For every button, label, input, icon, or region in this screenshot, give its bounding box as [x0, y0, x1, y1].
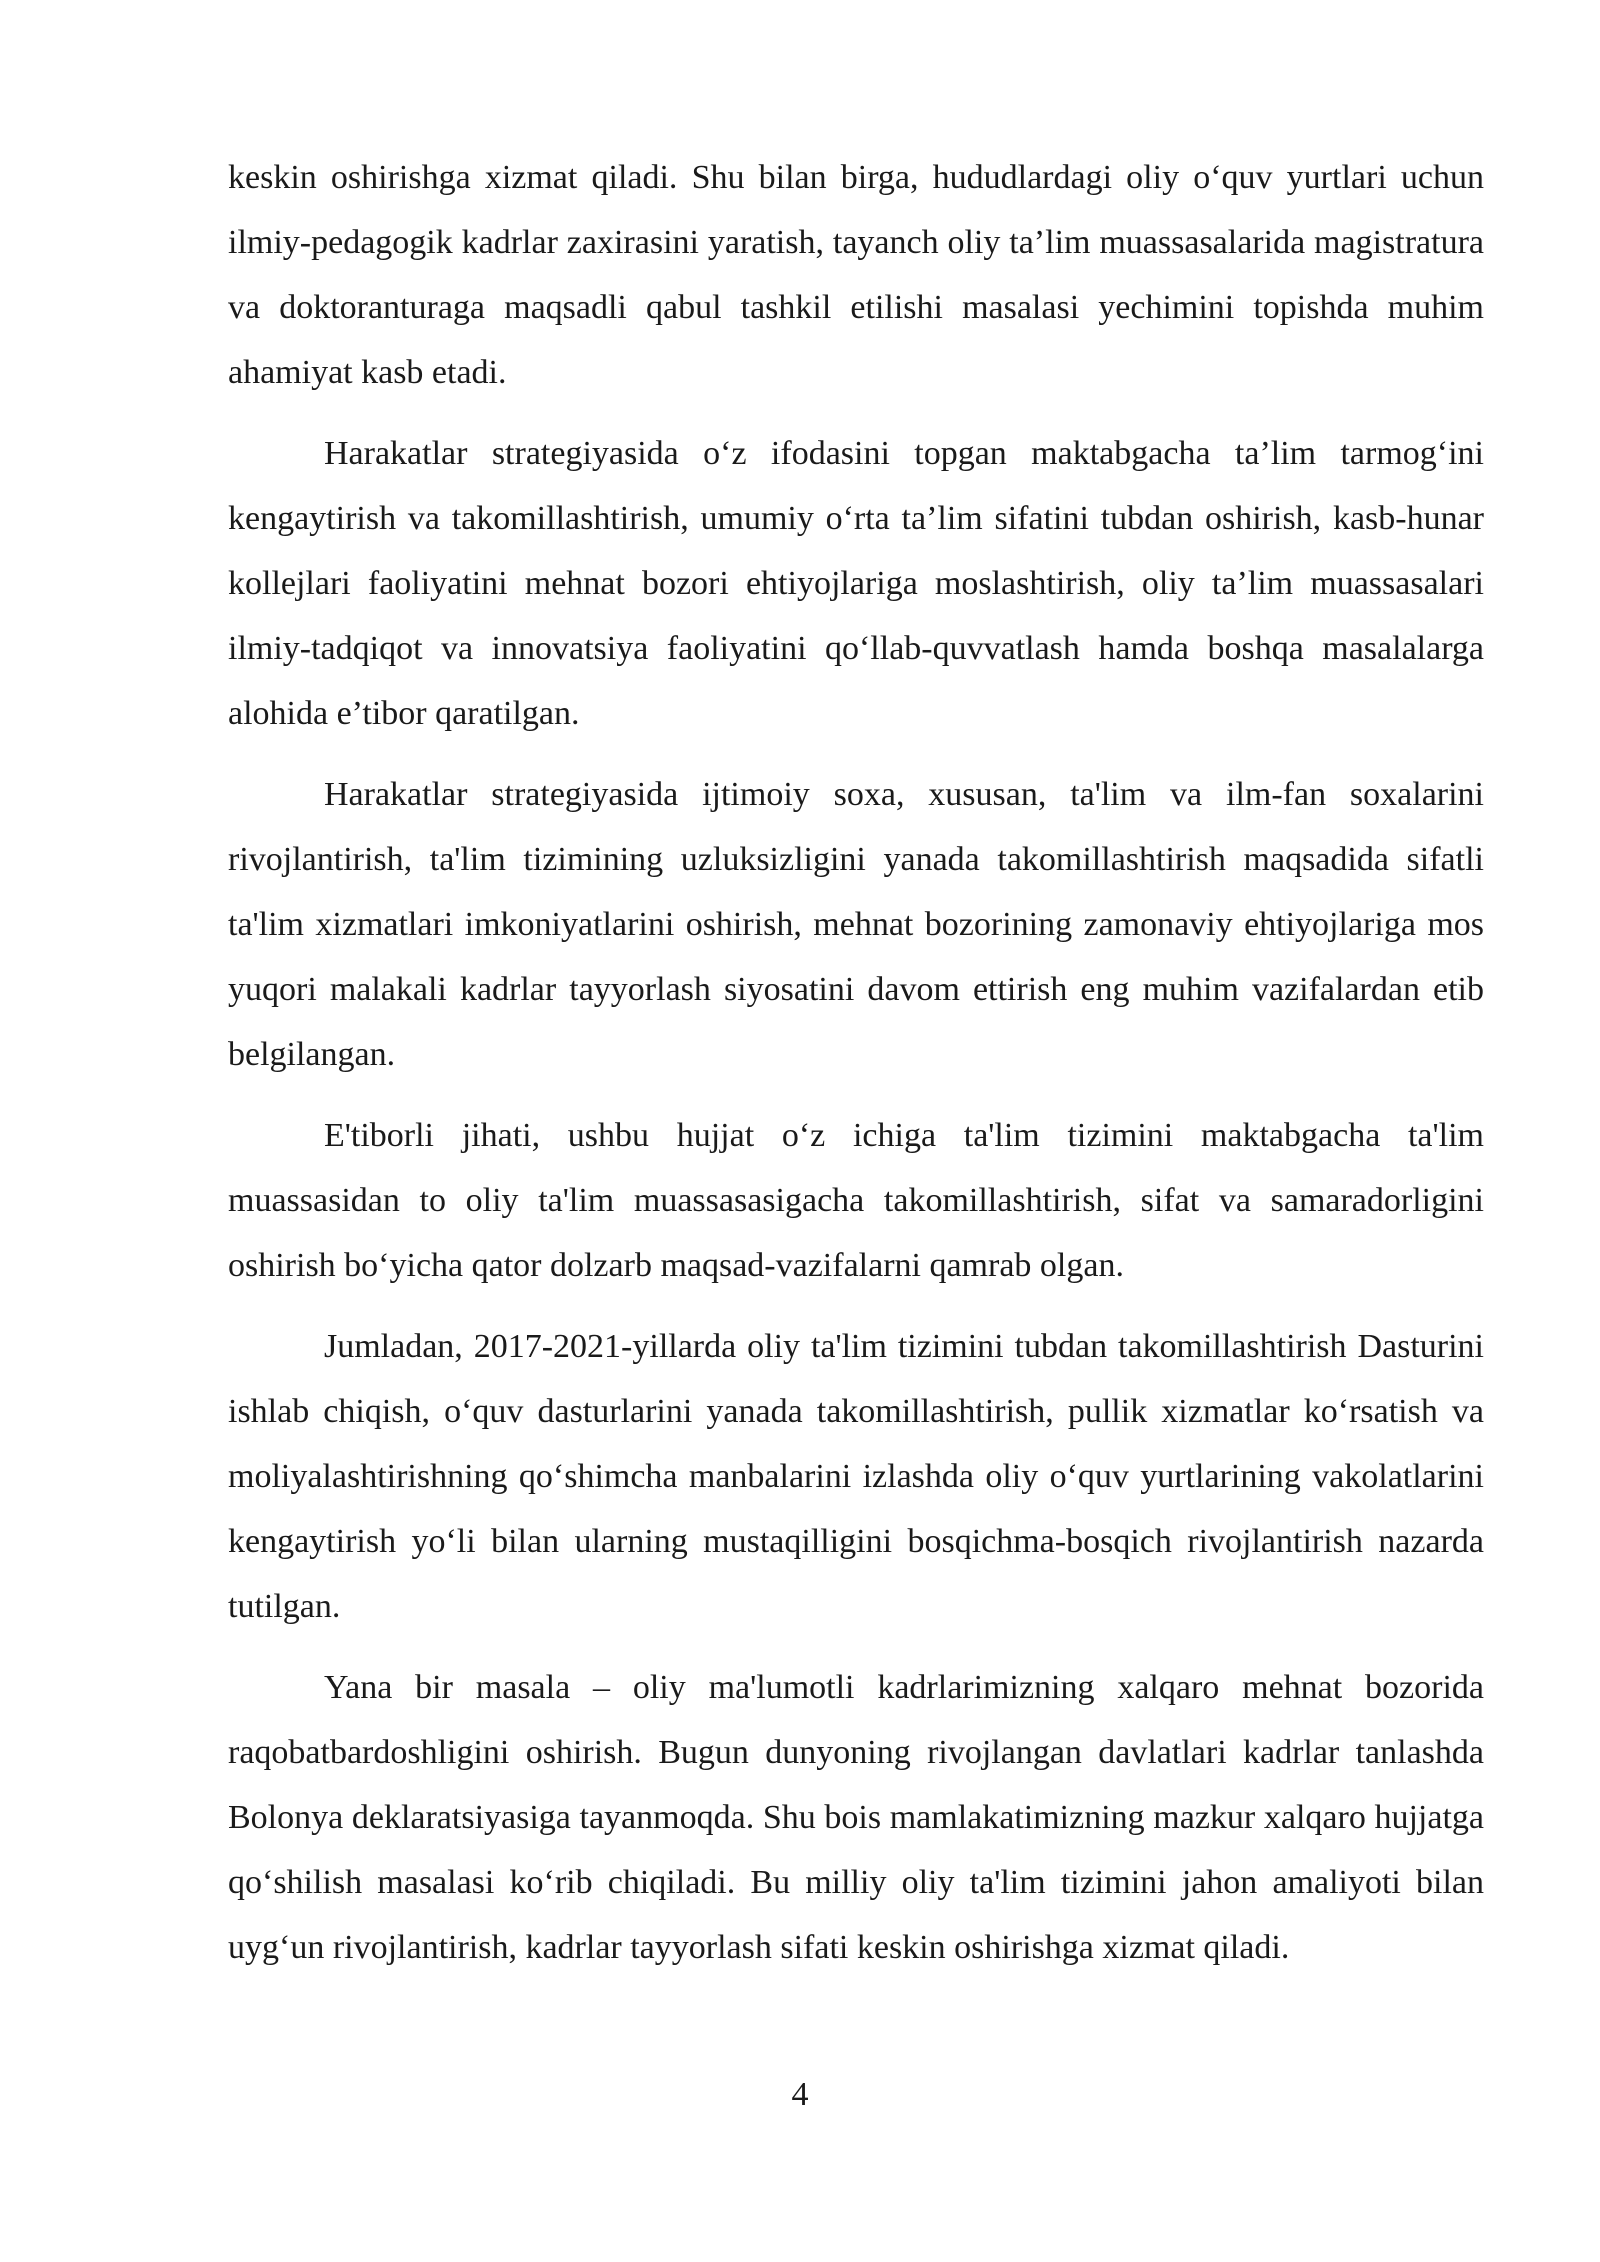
paragraph: E'tiborli jihati, ushbu hujjat o‘z ichiga ta'lim tizimini maktabgacha ta'lim muassasidan to oliy ta'lim muassasasigacha takomillashtirish, sifat va samaradorligini oshirish bo‘yicha qator dolzarb maqsad-vazifalarni qamrab olgan. [228, 1117, 1484, 1284]
page-number: 4 [791, 2076, 809, 2113]
paragraph: Jumladan, 2017-2021-yillarda oliy ta'lim tizimini tubdan takomillashtirish Dasturini ishlab chiqish, o‘quv dasturlarini yanada takomillashtirish, pullik xizmatlar ko‘rsatish va moliyalashtirishning qo‘shimcha manbalarini izlashda oliy o‘quv yurtlarining vakolatlarini kengaytirish yo‘li bilan ularning mustaqilligini bosqichma-bosqich rivojlantirish nazarda tutilgan. [228, 1328, 1484, 1625]
paragraph: Yana bir masala – oliy ma'lumotli kadrlarimizning xalqaro mehnat bozorida raqobatbardoshligini oshirish. Bugun dunyoning rivojlangan davlatlari kadrlar tanlashda Bolonya deklaratsiyasiga tayanmoqda. Shu bois mamlakatimizning mazkur xalqaro hujjatga qo‘shilish masalasi ko‘rib chiqiladi. Bu milliy oliy ta'lim tizimini jahon amaliyoti bilan uyg‘un rivojlantirish, kadrlar tayyorlash sifati keskin oshirishga xizmat qiladi. [228, 1669, 1484, 1966]
paragraph: Harakatlar strategiyasida ijtimoiy soxa, xususan, ta'lim va ilm-fan soxalarini rivojlantirish, ta'lim tizimining uzluksizligini yanada takomillashtirish maqsadida sifatli ta'lim xizmatlari imkoniyatlarini oshirish, mehnat bozorining zamonaviy ehtiyojlariga mos yuqori malakali kadrlar tayyorlash siyosatini davom ettirish eng muhim vazifalardan etib belgilangan. [228, 776, 1484, 1073]
paragraph: Harakatlar strategiyasida o‘z ifodasini topgan maktabgacha ta’lim tarmog‘ini kengaytirish va takomillashtirish, umumiy o‘rta ta’lim sifatini tubdan oshirish, kasb-hunar kollejlari faoliyatini mehnat bozori ehtiyojlariga moslashtirish, oliy ta’lim muassasalari ilmiy-tadqiqot va innovatsiya faoliyatini qo‘llab-quvvatlash hamda boshqa masalalarga alohida e’tibor qaratilgan. [228, 435, 1484, 732]
body-text [228, 145, 1484, 1996]
paragraph-continuation: keskin oshirishga xizmat qiladi. Shu bilan birga, hududlardagi oliy o‘quv yurtlari uchun ilmiy-pedagogik kadrlar zaxirasini yaratish, tayanch oliy ta’lim muassasalarida magistratura va doktoranturaga maqsadli qabul tashkil etilishi masalasi yechimini topishda muhim ahamiyat kasb etadi. [228, 159, 1484, 391]
